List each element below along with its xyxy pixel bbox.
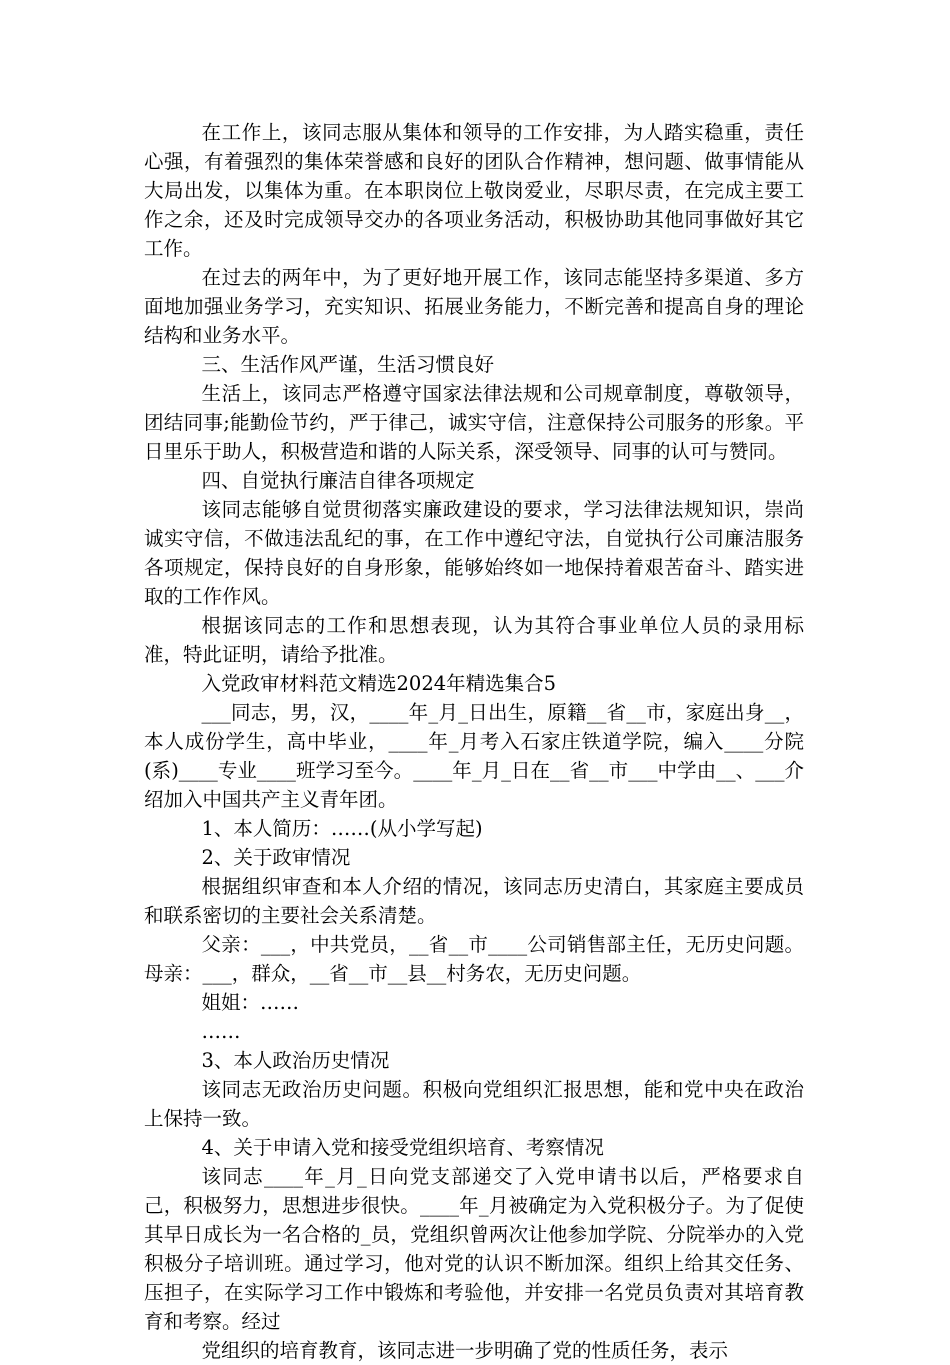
paragraph-integrity: 该同志能够自觉贯彻落实廉政建设的要求，学习法律法规知识，崇尚诚实守信，不做违法乱纪的事，在工作中遵纪守法，自觉执行公司廉洁服务各项规定，保持良好的自身形象，能够始终如一地保持着艰苦奋斗、踏实进取的工作作风。 (144, 498, 804, 608)
paragraph-lifestyle: 生活上，该同志严格遵守国家法律法规和公司规章制度，尊敬领导，团结同事;能勤俭节约，严于律己，诚实守信，注意保持公司服务的形象。平日里乐于助人，积极营造和谐的人际关系，深受领导、同事的认可与赞同。 (144, 382, 804, 463)
paragraph-sister: 姐姐：…… (201, 991, 300, 1014)
section-heading-lifestyle: 三、生活作风严谨，生活习惯良好 (201, 353, 495, 376)
paragraph-conclusion: 根据该同志的工作和思想表现，认为其符合事业单位人员的录用标准，特此证明，请给予批准。 (144, 614, 804, 666)
paragraph-ellipsis: …… (201, 1020, 241, 1043)
paragraph-application: 该同志____年_月_日向党支部递交了入党申请书以后，严格要求自己，积极努力，思想进步很快。____年_月被确定为入党积极分子。为了促使其早日成长为一名合格的_员，党组织曾两次让他参加学院、分院举办的入党积极分子培训班。通过学习，他对党的认识不断加深。组织上给其交任务、压担子，在实际学习工作中锻炼和考验他，并安排一名党员负责对其培育教育和考察。经过 (144, 1165, 804, 1333)
paragraph-personal-info: ___同志，男，汉，____年_月_日出生，原籍__省__市，家庭出身__，本人成份学生，高中毕业，____年_月考入石家庄铁道学院，编入____分院(系)____专业____班学习至今。____年_月_日在__省__市___中学由__、___介绍加入中国共产主义青年团。 (144, 701, 804, 811)
section-heading-application: 4、关于申请入党和接受党组织培育、考察情况 (201, 1136, 604, 1159)
section-heading-political-review: 2、关于政审情况 (201, 846, 351, 869)
document-body (144, 118, 804, 1365)
paragraph-party-education: 党组织的培育教育，该同志进一步明确了党的性质任务，表示 (201, 1339, 729, 1362)
paragraph-study: 在过去的两年中，为了更好地开展工作，该同志能坚持多渠道、多方面地加强业务学习，充实知识、拓展业务能力，不断完善和提高自身的理论结构和业务水平。 (144, 266, 804, 347)
paragraph-work-attitude: 在工作上，该同志服从集体和领导的工作安排，为人踏实稳重，责任心强，有着强烈的集体荣誉感和良好的团队合作精神，想问题、做事情能从大局出发，以集体为重。在本职岗位上敬岗爱业，尽职尽责，在完成主要工作之余，还及时完成领导交办的各项业务活动，积极协助其他同事做好其它工作。 (144, 121, 804, 260)
paragraph-review-summary: 根据组织审查和本人介绍的情况，该同志历史清白，其家庭主要成员和联系密切的主要社会关系清楚。 (144, 875, 804, 927)
document-subtitle: 入党政审材料范文精选2024年精选集合5 (201, 672, 557, 695)
paragraph-political-history: 该同志无政治历史问题。积极向党组织汇报思想，能和党中央在政治上保持一致。 (144, 1078, 804, 1130)
paragraph-parents: 父亲：___，中共党员，__省__市____公司销售部主任，无历史问题。母亲：___，群众，__省__市__县__村务农，无历史问题。 (144, 933, 804, 985)
section-heading-resume: 1、本人简历：……(从小学写起) (201, 817, 483, 840)
section-heading-political-history: 3、本人政治历史情况 (201, 1049, 390, 1072)
section-heading-integrity: 四、自觉执行廉洁自律各项规定 (201, 469, 475, 492)
